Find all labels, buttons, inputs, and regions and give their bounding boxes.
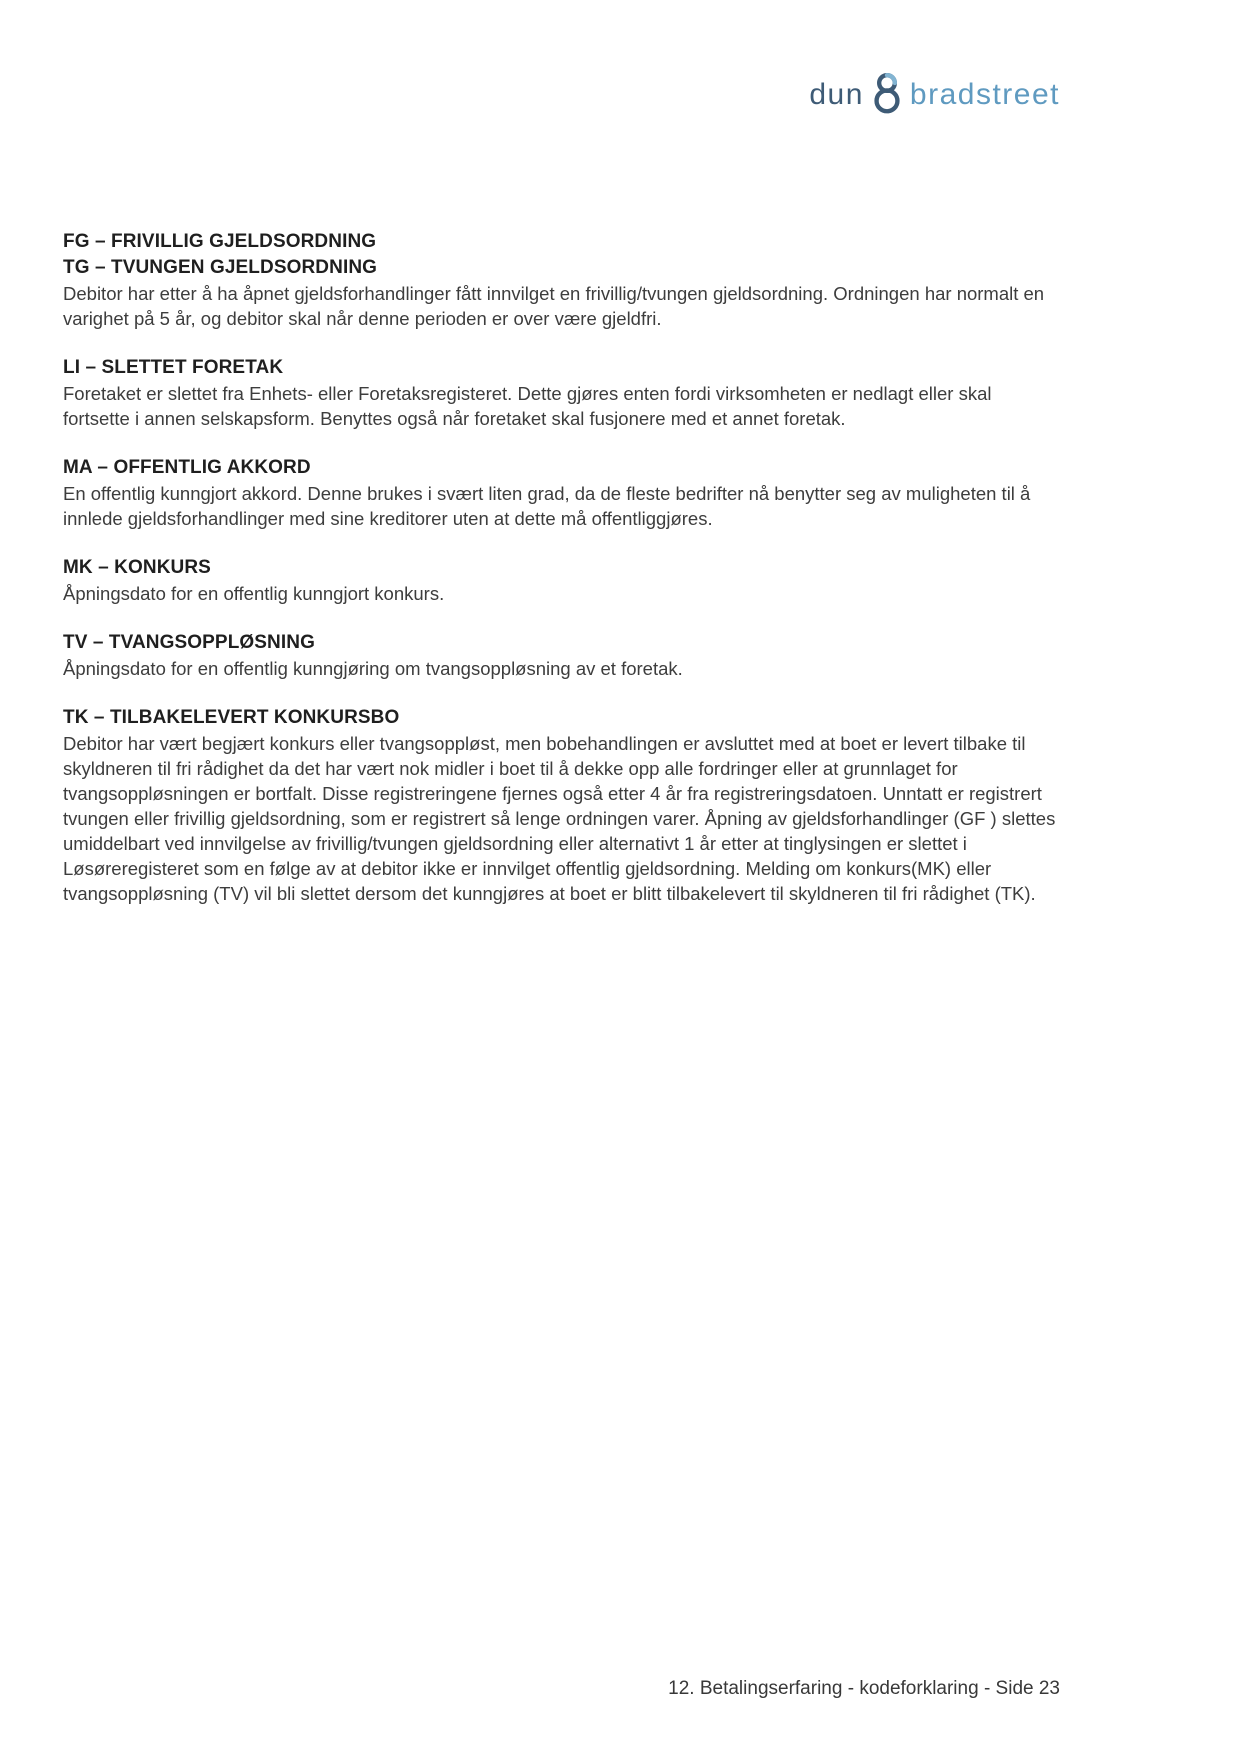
code-section-tv — [63, 630, 1063, 681]
code-description-tk: Debitor har vært begjært konkurs eller tvangsoppløst, men bobehandlingen er avsluttet med at boet er levert tilbake til skyldneren til fri rådighet da det har vært nok midler i boet til å dekke opp alle fordringer eller at grunnlaget for tvangsoppløsningen er bortfalt. Disse registreringene fjernes også etter 4 år fra registreringsdatoen. Unntatt er registrert tvungen eller frivillig gjeldsordning, som er registrert så lenge ordningen varer. Åpning av gjeldsforhandlinger (GF ) slettes umiddelbart ved innvilgelse av frivillig/tvungen gjeldsordning eller alternativt 1 år etter at tinglysingen er slettet i Løsøreregisteret som en følge av at debitor ikke er innvilget offentlig gjeldsordning. Melding om konkurs(MK) eller tvangsoppløsning (TV) vil bli slettet dersom det kunngjøres at boet er blitt tilbakelevert til skyldneren til fri rådighet (TK). — [63, 733, 1056, 904]
code-heading-tk: TK – TILBAKELEVERT KONKURSBO — [63, 707, 400, 728]
code-heading-tg: TG – TVUNGEN GJELDSORDNING — [63, 257, 378, 278]
page-content — [63, 229, 1063, 930]
code-section-li — [63, 355, 1063, 431]
code-heading-fg: FG – FRIVILLIG GJELDSORDNING — [63, 231, 377, 252]
code-description-tv: Åpningsdato for en offentlig kunngjøring om tvangsoppløsning av et foretak. — [63, 658, 683, 679]
code-heading-tv: TV – TVANGSOPPLØSNING — [63, 632, 315, 653]
code-section-fg-tg — [63, 229, 1063, 331]
logo-text-dun: dun — [809, 77, 864, 111]
code-description-ma: En offentlig kunngjort akkord. Denne brukes i svært liten grad, da de fleste bedrifter nå benytter seg av muligheten til å innlede gjeldsforhandlinger med sine kreditorer uten at dette må offentliggjøres. — [63, 483, 1031, 529]
dun-bradstreet-logo — [809, 70, 1060, 119]
code-section-tk — [63, 705, 1063, 906]
code-section-ma — [63, 455, 1063, 531]
code-heading-mk: MK – KONKURS — [63, 557, 211, 578]
code-description-fg-tg: Debitor har etter å ha åpnet gjeldsforhandlinger fått innvilget en frivillig/tvungen gjeldsordning. Ordningen har normalt en varighet på 5 år, og debitor skal når denne perioden er over være gjeldfri. — [63, 283, 1045, 329]
page-footer: 12. Betalingserfaring - kodeforklaring - Side 23 — [668, 1678, 1060, 1699]
code-description-li: Foretaket er slettet fra Enhets- eller Foretaksregisteret. Dette gjøres enten fordi virksomheten er nedlagt eller skal fortsette i annen selskapsform. Benyttes også når foretaket skal fusjonere med et annet foretak. — [63, 383, 992, 429]
code-description-mk: Åpningsdato for en offentlig kunngjort konkurs. — [63, 583, 445, 604]
logo-text-bradstreet: bradstreet — [909, 77, 1060, 111]
ampersand-icon — [867, 71, 907, 120]
code-heading-li: LI – SLETTET FORETAK — [63, 357, 284, 378]
code-section-mk — [63, 555, 1063, 606]
code-heading-ma: MA – OFFENTLIG AKKORD — [63, 457, 311, 478]
